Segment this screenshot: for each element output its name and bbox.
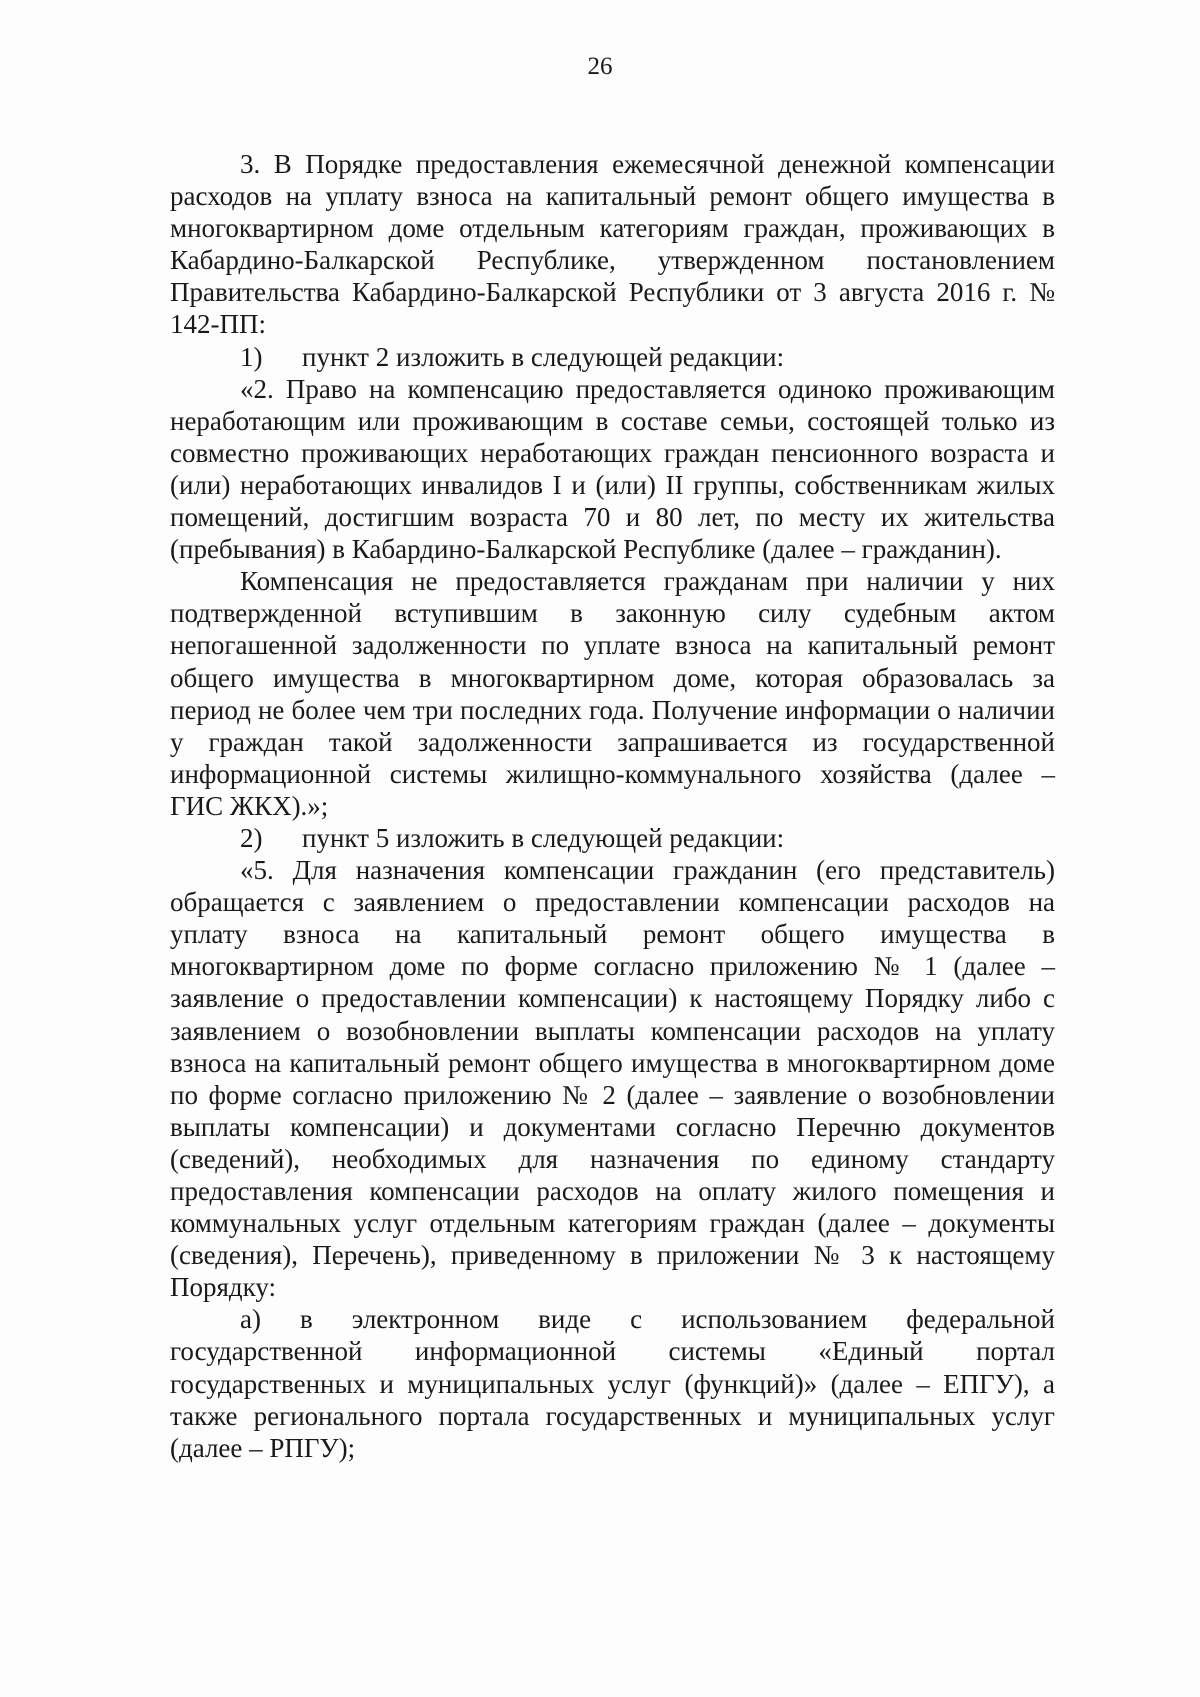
list-marker-2: 2) (240, 822, 263, 853)
paragraph-point-5: «5. Для назначения компенсации гражданин (его представитель) обращается с заявлением о предоставлении компенсации расходов на уплату взноса на капитальный ремонт общего имущества в многоквартирном доме по форме согласно приложению № 1 (далее – заявление о предоставлении компенсации) к настоящему Порядку либо с заявлением о возобновлении выплаты компенсации расходов на уплату взноса на капитальный ремонт общего имущества в многоквартирном доме по форме согласно приложению № 2 (далее – заявление о возобновлении выплаты компенсации) и документами согласно Перечню документов (сведений), необходимых для назначения по единому стандарту предоставления компенсации расходов на оплату жилого помещения и коммунальных услуг отдельным категориям граждан (далее – документы (сведения), Перечень), приведенному в приложении № 3 к настоящему Порядку: (170, 855, 1055, 1303)
page-number: 26 (587, 53, 613, 80)
paragraph-point-2: «2. Право на компенсацию предоставляется одиноко проживающим неработающим или проживающим в составе семьи, состоящей только из совместно проживающих неработающих граждан пенсионного возраста и (или) неработающих инвалидов I и (или) II группы, собственникам жилых помещений, достигшим возраста 70 и 80 лет, по месту их жительства (пребывания) в Кабардино-Балкарской Республике (далее – гражданин). (170, 373, 1055, 565)
list-item-1 (170, 341, 1055, 373)
list-item-1-text: пункт 2 изложить в следующей редакции: (302, 341, 785, 372)
paragraph-subitem-a: а) в электронном виде с использованием федеральной государственной информационной системы «Единый портал государственных и муниципальных услуг (функций)» (далее – ЕПГУ), а также регионального портала государственных и муниципальных услуг (далее – РПГУ); (170, 1304, 1055, 1463)
document-body (170, 148, 1055, 1464)
list-item-2-text: пункт 5 изложить в следующей редакции: (302, 822, 785, 853)
list-marker-1: 1) (240, 341, 263, 372)
paragraph-compensation-exclusion: Компенсация не предоставляется гражданам при наличии у них подтвержденной вступившим в законную силу судебным актом непогашенной задолженности по уплате взноса на капитальный ремонт общего имущества в многоквартирном доме, которая образовалась за период не более чем три последних года. Получение информации о наличии у граждан такой задолженности запрашивается из государственной информационной системы жилищно-коммунального хозяйства (далее – ГИС ЖКХ).»; (170, 566, 1055, 821)
paragraph-intro: 3. В Порядке предоставления ежемесячной денежной компенсации расходов на уплату взноса на капитальный ремонт общего имущества в многоквартирном доме отдельным категориям граждан, проживающих в Кабардино-Балкарской Республике, утвержденном постановлением Правительства Кабардино-Балкарской Республики от 3 августа 2016 г. № 142-ПП: (170, 149, 1055, 340)
list-item-2 (170, 822, 1055, 854)
